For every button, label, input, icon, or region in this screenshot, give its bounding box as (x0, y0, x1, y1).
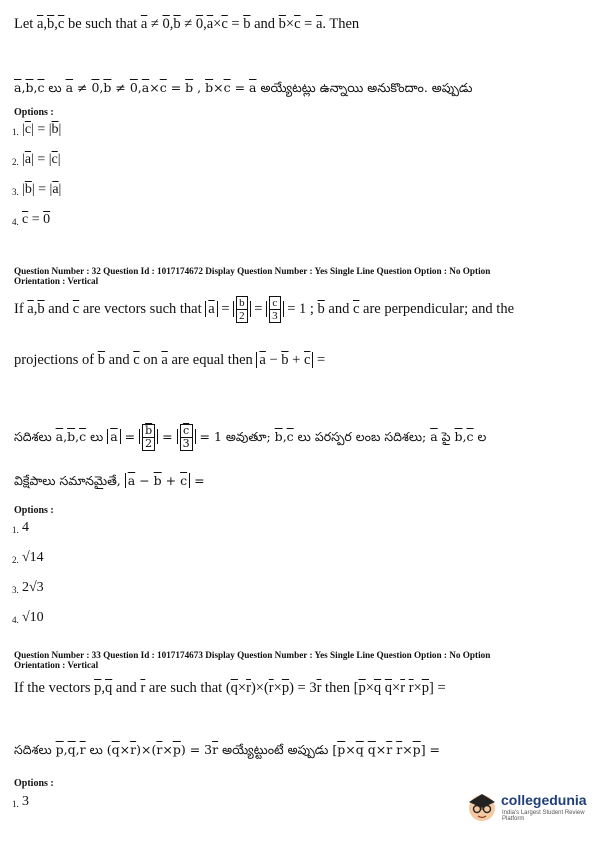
option-3[interactable] (12, 180, 61, 198)
option-2[interactable] (12, 150, 61, 168)
q31-statement-te: $\overline{a},\overline{b},\overline{c}$ లు $\overline{a} \ne 0,\overline{b} \ne 0,\overline{a}\times\overline{c} = \overline{b}$ , $\overline{b}\times\overline{c} = \overline{a}$ అయ్యేటట్లు ఉన్నాయి అనుకొందాం. అప్పుడు (14, 80, 473, 95)
q32-meta-line2: Orientation : Vertical (14, 276, 99, 286)
q32-meta (14, 266, 490, 286)
q32-statement-en-line1: If $\overline{a},\overline{b}$ and $\overline{c}$ are vectors such that $\overline{a}$ = $\frac{\overline{b}}{2}$ = $\frac{\overline{c}}{3}$ = 1 ; $\overline{b}$ and $\overline{c}$ are perpendicular; and the (14, 297, 515, 322)
brand-name: collegedunia (501, 792, 587, 808)
q31-statement-en: Let $\overline{a},\overline{b},\overline{c}$ be such that $\overline{a} \ne 0,\overline{b} \ne 0,\overline{a}\times\overline{c} = \overline{b}$ and $\overline{b}\times\overline{c} = \overline{a}$. Then (14, 16, 360, 32)
option-4[interactable] (12, 608, 44, 626)
option-1[interactable] (12, 120, 61, 138)
option-text: $|\overline{a}| = |\overline{c}|$ (22, 152, 61, 167)
q32-meta-line1: Question Number : 32 Question Id : 1017174672 Display Question Number : Yes Single Line Question Option : No Option (14, 266, 491, 276)
option-3[interactable] (12, 578, 44, 596)
option-number: 1. (12, 799, 19, 809)
option-number: 2. (12, 157, 19, 167)
brand-tagline: India's Largest Student Review Platform (502, 810, 585, 822)
option-number: 3. (12, 585, 19, 595)
option-number: 1. (12, 525, 19, 535)
option-text: $|\overline{c}| = |\overline{b}|$ (22, 122, 62, 137)
q32-statement-te-line1: సదిశలు $\overline{a},\overline{b},\overline{c}$ లు $\overline{a}$ = $\frac{\overline{b}}{2}$ = $\frac{\overline{c}}{3}$ = 1 అవుతూ; $\overline{b},\overline{c}$ లు పరస్పర లంబ సదిశలు; $\overline{a}$ పై $\overline{b},\overline{c}$ ల (14, 424, 487, 450)
option-number: 1. (12, 127, 19, 137)
option-1[interactable] (12, 792, 29, 810)
option-text: √10 (22, 610, 44, 625)
q33-meta (14, 650, 490, 670)
q33-meta-line1: Question Number : 33 Question Id : 1017174673 Display Question Number : Yes Single Line Question Option : No Option (14, 650, 491, 660)
option-2[interactable] (12, 548, 44, 566)
q32-statement-en-line2: projections of $\overline{b}$ and $\overline{c}$ on $\overline{a}$ are equal then $\overline{a} - \overline{b} + \overline{c}$ = (14, 352, 326, 368)
q32-options-label: Options : (14, 505, 54, 516)
q33-options-label: Options : (14, 778, 54, 789)
collegedunia-logo (465, 786, 585, 830)
option-text: $\overline{c} = 0$ (22, 212, 51, 227)
option-number: 3. (12, 187, 19, 197)
option-text: $|\overline{b}| = |\overline{a}|$ (22, 182, 62, 197)
q33-statement-en: If the vectors $\overline{p},\overline{q}$ and $\overline{r}$ are such that $(\overline{q}\times\overline{r})\times(\overline{r}\times\overline{p}) = 3\overline{r}$ then [$\overline{p}\times\overline{q}$ $\overline{q}\times\overline{r}$ $\overline{r}\times\overline{p}$] = (14, 680, 446, 696)
frac-b-2: $\frac{\overline{b}}{2}$ (236, 296, 248, 323)
option-text: √14 (22, 550, 44, 565)
option-number: 2. (12, 555, 19, 565)
q32-statement-te-line2: విక్షేపాలు సమానమైతే, $\overline{a} - \overline{b} + \overline{c}$ = (14, 473, 205, 488)
option-4[interactable] (12, 210, 50, 228)
frac-c-3: $\frac{\overline{c}}{3}$ (269, 296, 281, 323)
q33-statement-te: సదిశలు $\overline{p},\overline{q},\overline{r}$ లు $(\overline{q}\times\overline{r})\times(\overline{r}\times\overline{p}) = 3\overline{r}$ అయ్యేట్టుంటే అప్పుడు [$\overline{p}\times\overline{q}$ $\overline{q}\times\overline{r}$ $\overline{r}\times\overline{p}$] = (14, 742, 441, 757)
q33-meta-line2: Orientation : Vertical (14, 660, 99, 670)
student-avatar-icon (465, 788, 499, 826)
option-number: 4. (12, 217, 19, 227)
q31-options-label: Options : (14, 107, 54, 118)
option-number: 4. (12, 615, 19, 625)
option-text: 3 (22, 794, 29, 809)
option-text: 2√3 (22, 580, 44, 595)
option-1[interactable] (12, 518, 29, 536)
option-text: 4 (22, 520, 29, 535)
